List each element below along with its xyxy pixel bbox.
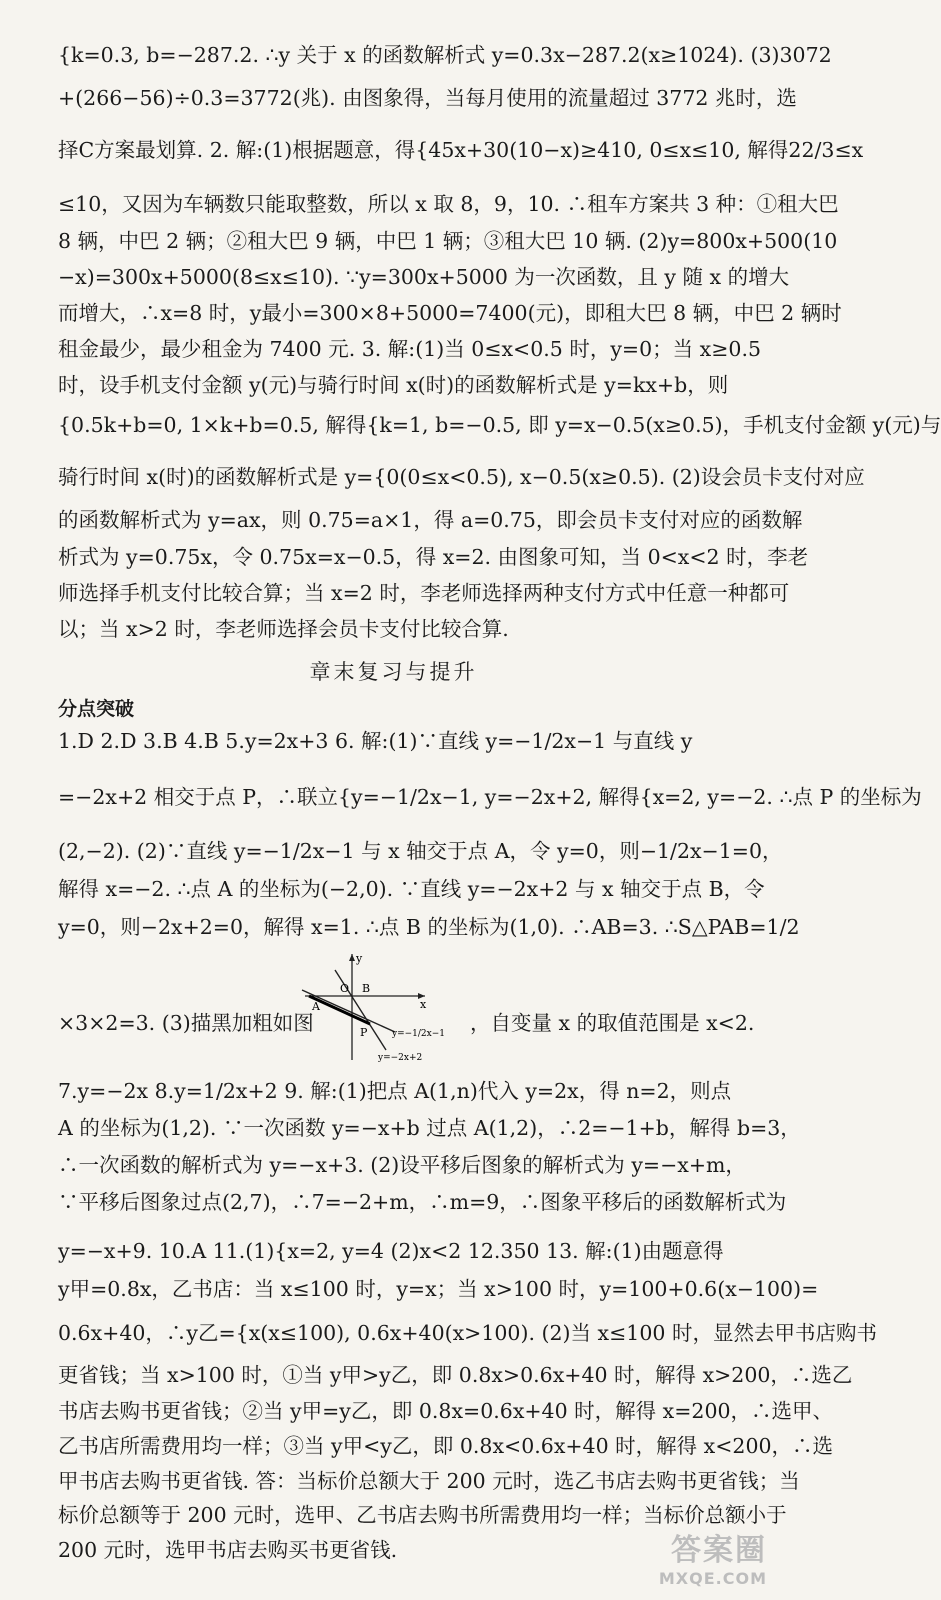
text-line: ∵平移后图象过点(2,7)，∴7=−2+m，∴m=9，∴图象平移后的函数解析式为 xyxy=(58,1190,787,1214)
text-line: ×3×2=3. (3)描黑加粗如图 xyxy=(58,1011,314,1035)
text-line: −x)=300x+5000(8≤x≤10). ∵y=300x+5000 为一次函数，且 y 随 x 的增大 xyxy=(58,265,790,289)
text-line: 乙书店所需费用均一样；③当 y甲<y乙，即 0.8x<0.6x+40 时，解得 x<200，∴选 xyxy=(58,1434,834,1458)
text-line: 骑行时间 x(时)的函数解析式是 y={0(0≤x<0.5), x−0.5(x≥0.5). (2)设会员卡支付对应 xyxy=(58,465,865,489)
text-line: 8 辆，中巴 2 辆；②租大巴 9 辆，中巴 1 辆；③租大巴 10 辆. (2)y=800x+500(10 xyxy=(58,229,838,253)
text-line: (2,−2). (2)∵直线 y=−1/2x−1 与 x 轴交于点 A，令 y=0，则−1/2x−1=0， xyxy=(58,839,783,863)
text-line: 的函数解析式为 y=ax，则 0.75=a×1，得 a=0.75，即会员卡支付对应的函数解 xyxy=(58,508,803,532)
text-line: 师选择手机支付比较合算；当 x=2 时，李老师选择两种支付方式中任意一种都可 xyxy=(58,581,790,605)
text-line: 甲书店去购书更省钱. 答：当标价总额大于 200 元时，选乙书店去购书更省钱；当 xyxy=(58,1469,800,1493)
text-line: {0.5k+b=0, 1×k+b=0.5, 解得{k=1, b=−0.5, 即 y=x−0.5(x≥0.5)，手机支付金额 y(元)与 xyxy=(58,413,941,437)
watermark-url: MXQE.COM xyxy=(658,1569,767,1588)
watermark-text: 答案圈 xyxy=(671,1533,767,1568)
text-line: 200 元时，选甲书店去购买书更省钱. xyxy=(58,1538,398,1562)
text-line: 以；当 x>2 时，李老师选择会员卡支付比较合算. xyxy=(58,617,509,641)
text-line: =−2x+2 相交于点 P，∴联立{y=−1/2x−1, y=−2x+2, 解得{x=2, y=−2. ∴点 P 的坐标为 xyxy=(58,785,922,809)
text-line: +(266−56)÷0.3=3772(兆). 由图象得，当每月使用的流量超过 3772 兆时，选 xyxy=(58,86,797,110)
text-line: 时，设手机支付金额 y(元)与骑行时间 x(时)的函数解析式是 y=kx+b，则 xyxy=(58,373,729,397)
text-line: ∴一次函数的解析式为 y=−x+3. (2)设平移后图象的解析式为 y=−x+m， xyxy=(58,1153,746,1177)
text-line: {k=0.3, b=−287.2. ∴y 关于 x 的函数解析式 y=0.3x−287.2(x≥1024). (3)3072 xyxy=(58,43,832,67)
text-line: ≤10，又因为车辆数只能取整数，所以 x 取 8，9，10. ∴租车方案共 3 种：①租大巴 xyxy=(58,192,839,216)
text-line: 0.6x+40，∴y乙={x(x≤100), 0.6x+40(x>100). (2)当 x≤100 时，显然去甲书店购书 xyxy=(58,1321,877,1345)
section-heading: 分点突破 xyxy=(58,698,135,720)
line-2-label: y=−2x+2 xyxy=(378,1053,423,1063)
text-line: y=0，则−2x+2=0，解得 x=1. ∴点 B 的坐标为(1,0). ∴AB=3. ∴S△PAB=1/2 xyxy=(58,915,800,939)
point-b-label: B xyxy=(362,982,371,995)
y-axis-arrow xyxy=(349,954,355,961)
text-line: A 的坐标为(1,2). ∵一次函数 y=−x+b 过点 A(1,2)，∴2=−1+b，解得 b=3， xyxy=(58,1116,801,1140)
text-line: 而增大，∴x=8 时，y最小=300×8+5000=7400(元)，即租大巴 8 辆，中巴 2 辆时 xyxy=(58,301,842,325)
text-line: 1.D 2.D 3.B 4.B 5.y=2x+3 6. 解:(1)∵直线 y=−1/2x−1 与直线 y xyxy=(58,729,693,753)
text-line: 解得 x=−2. ∴点 A 的坐标为(−2,0). ∵直线 y=−2x+2 与 x 轴交于点 B，令 xyxy=(58,877,765,901)
point-p-label: P xyxy=(360,1026,368,1039)
text-line: 7.y=−2x 8.y=1/2x+2 9. 解:(1)把点 A(1,n)代入 y=2x，得 n=2，则点 xyxy=(58,1079,732,1103)
watermark-logo xyxy=(659,1525,767,1588)
text-line: y=−x+9. 10.A 11.(1){x=2, y=4 (2)x<2 12.350 13. 解:(1)由题意得 xyxy=(58,1239,724,1263)
text-line: ，自变量 x 的取值范围是 x<2. xyxy=(470,1011,755,1035)
point-a-label: A xyxy=(312,1000,320,1013)
chapter-title: 章末复习与提升 xyxy=(309,660,478,684)
text-line: 租金最少，最少租金为 7400 元. 3. 解:(1)当 0≤x<0.5 时，y=0；当 x≥0.5 xyxy=(58,337,762,361)
text-line: y甲=0.8x，乙书店：当 x≤100 时，y=x；当 x>100 时，y=100+0.6(x−100)= xyxy=(58,1277,819,1301)
origin-label: O xyxy=(340,982,350,995)
text-line: 更省钱；当 x>100 时，①当 y甲>y乙，即 0.8x>0.6x+40 时，解得 x>200，∴选乙 xyxy=(58,1363,853,1387)
y-axis-label: y xyxy=(356,952,363,965)
text-line: 书店去购书更省钱；②当 y甲=y乙，即 0.8x=0.6x+40 时，解得 x=200，∴选甲、 xyxy=(58,1399,834,1423)
x-axis-label: x xyxy=(420,998,427,1011)
text-line: 择C方案最划算. 2. 解:(1)根据题意，得{45x+30(10−x)≥410, 0≤x≤10, 解得22/3≤x xyxy=(58,138,864,162)
function-graph xyxy=(300,950,470,1065)
line-1-label: y=−1/2x−1 xyxy=(392,1029,445,1039)
text-line: 析式为 y=0.75x，令 0.75x=x−0.5，得 x=2. 由图象可知，当 0<x<2 时，李老 xyxy=(58,545,809,569)
text-line: 标价总额等于 200 元时，选甲、乙书店去购书所需费用均一样；当标价总额小于 xyxy=(58,1503,787,1527)
